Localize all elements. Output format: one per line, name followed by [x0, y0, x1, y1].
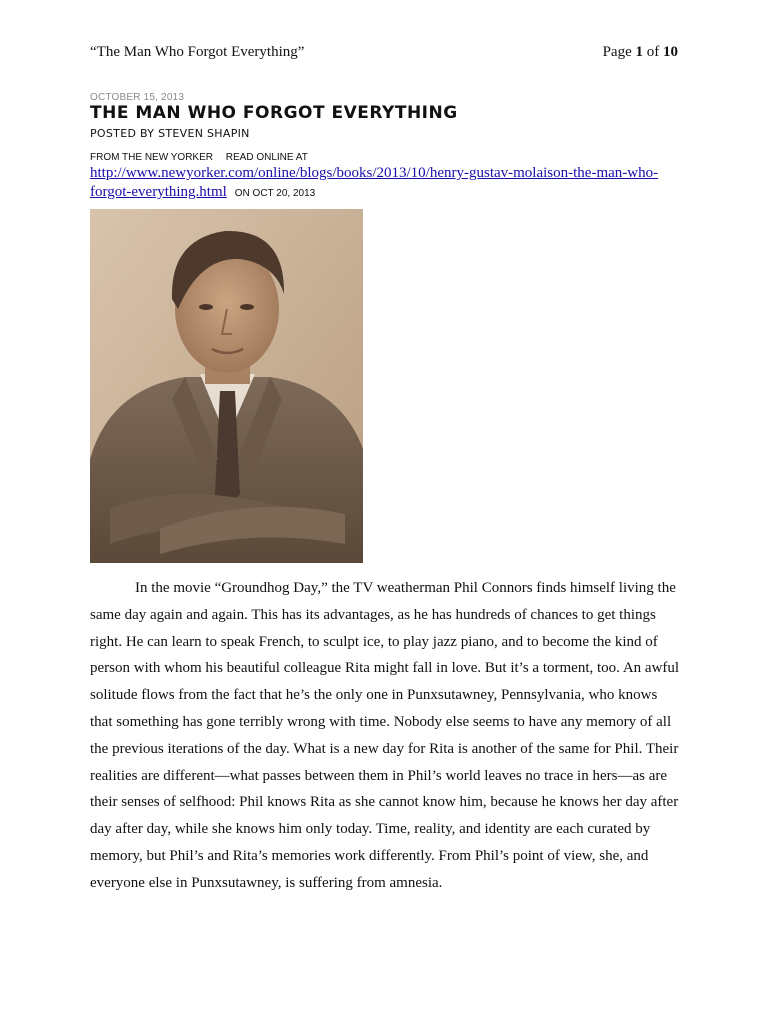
article-link[interactable]: http://www.newyorker.com/online/blogs/books/2013/10/henry-gustav-molaison-the-man-who-forgot-everything.html: [90, 165, 659, 200]
byline: POSTED BY STEVEN SHAPIN: [90, 127, 250, 140]
page-current: 1: [635, 44, 643, 60]
page-number: [603, 44, 678, 61]
article-body: In the movie “Groundhog Day,” the TV weatherman Phil Connors finds himself living the same day again and again. This has its advantages, as he has hundreds of chances to get things right. He can learn to speak French, to sculpt ice, to play jazz piano, and to become the kind of person with whom his beautiful colleague Rita might fall in love. But it’s a torment, too. An awful solitude flows from the fact that he’s the only one in Punxsutawney, Pennsylvania, who knows that something has gone terribly wrong with time. Nobody else seems to have any memory of all the previous iterations of the day. What is a new day for Rita is another of the same for Phil. Their realities are different—what passes between them in Phil’s world leaves no trace in hers—as are their senses of selfhood: Phil knows Rita as she cannot know him, because he knows her day after day after day, while she knows him only today. Time, reality, and identity are each curated by memory, but Phil’s and Rita’s memories work differently. From Phil’s point of view, she, and everyone else in Punxsutawney, is suffering from amnesia.: [90, 580, 680, 891]
page-of: of: [646, 44, 660, 60]
portrait-photo: [90, 209, 363, 563]
running-title: “The Man Who Forgot Everything”: [90, 44, 305, 60]
source-name: FROM THE NEW YORKER: [90, 152, 213, 163]
page-label: Page: [602, 44, 632, 60]
read-date: ON OCT 20, 2013: [234, 188, 316, 199]
page-header: [90, 44, 678, 68]
article-title: THE MAN WHO FORGOT EVERYTHING: [90, 103, 458, 123]
read-online-label: READ ONLINE AT: [225, 152, 308, 163]
article-date: OCTOBER 15, 2013: [90, 92, 185, 103]
page-total: 10: [663, 44, 678, 60]
url-block: [90, 164, 680, 203]
portrait-illustration: [90, 209, 363, 563]
source-line: [90, 152, 308, 163]
